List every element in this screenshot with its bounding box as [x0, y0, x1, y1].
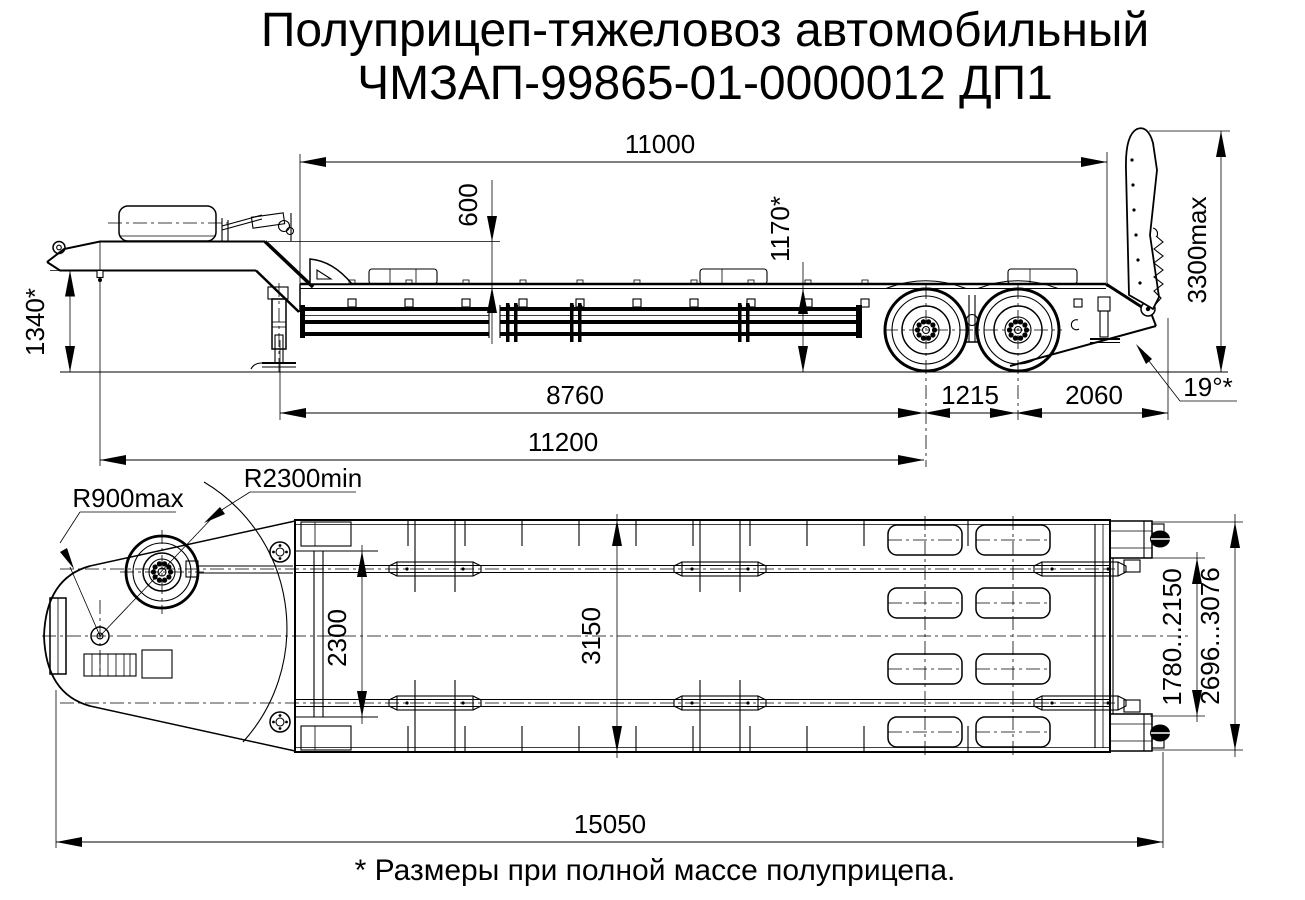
dim-overall-width	[576, 514, 622, 758]
plan-gooseneck	[44, 482, 295, 751]
dim-label: 1780...2150	[1157, 568, 1187, 706]
landing-wheel	[270, 542, 290, 562]
dim-frame-width	[322, 545, 367, 724]
dim-label: 1215	[941, 380, 999, 410]
coupling-gear	[222, 213, 294, 241]
dim-label: 2300	[322, 609, 352, 667]
deck-box	[700, 269, 767, 284]
side-view	[20, 128, 1237, 467]
dim-label: 3300max	[1182, 196, 1212, 304]
dim-platform-length	[300, 129, 1107, 292]
title	[261, 4, 1149, 110]
dim-turn-radius	[204, 463, 362, 523]
dim-label: 1170*	[765, 195, 795, 263]
dim-label: 3150	[576, 607, 606, 665]
dim-label: R900max	[72, 483, 184, 513]
gooseneck	[47, 206, 313, 312]
dim-overall-length	[56, 690, 1163, 848]
dim-label: 1340*	[20, 288, 50, 356]
side-boards	[300, 303, 862, 342]
dim-gooseneck-height	[20, 271, 80, 373]
dim-label: 2060	[1065, 380, 1123, 410]
title-line2: ЧМЗАП-99865-01-0000012 ДП1	[357, 57, 1053, 110]
landing-wheel	[270, 712, 290, 732]
front-gusset	[310, 259, 352, 284]
dim-label: 11200	[527, 427, 599, 457]
dim-label: 15050	[573, 809, 647, 839]
footnote: * Размеры при полной массе полуприцепа.	[354, 854, 956, 887]
plan-toolbox	[301, 522, 351, 546]
dim-label: 600	[453, 183, 483, 227]
plan-view	[42, 463, 1243, 848]
landing-gear	[251, 283, 296, 376]
dim-front-swing-radius	[60, 483, 184, 569]
plan-toolbox	[301, 726, 351, 750]
dim-label: 19°*	[1183, 372, 1233, 402]
plan-tires	[888, 516, 1050, 757]
bogie	[884, 281, 1062, 467]
ramp	[1126, 128, 1163, 309]
dim-label: 8760	[546, 380, 604, 410]
dim-label: R2300min	[243, 463, 363, 493]
dim-ramp-height	[1149, 131, 1230, 372]
rear-support	[1098, 297, 1110, 311]
dim-label: 2696...3076	[1195, 567, 1225, 705]
side-dimensions	[20, 129, 1237, 466]
title-line1: Полуприцеп-тяжеловоз автомобильный	[260, 4, 1150, 57]
deck-box	[369, 269, 437, 284]
deck-box	[1008, 269, 1077, 284]
kingpin	[97, 271, 103, 278]
dim-label: 11000	[624, 129, 696, 159]
